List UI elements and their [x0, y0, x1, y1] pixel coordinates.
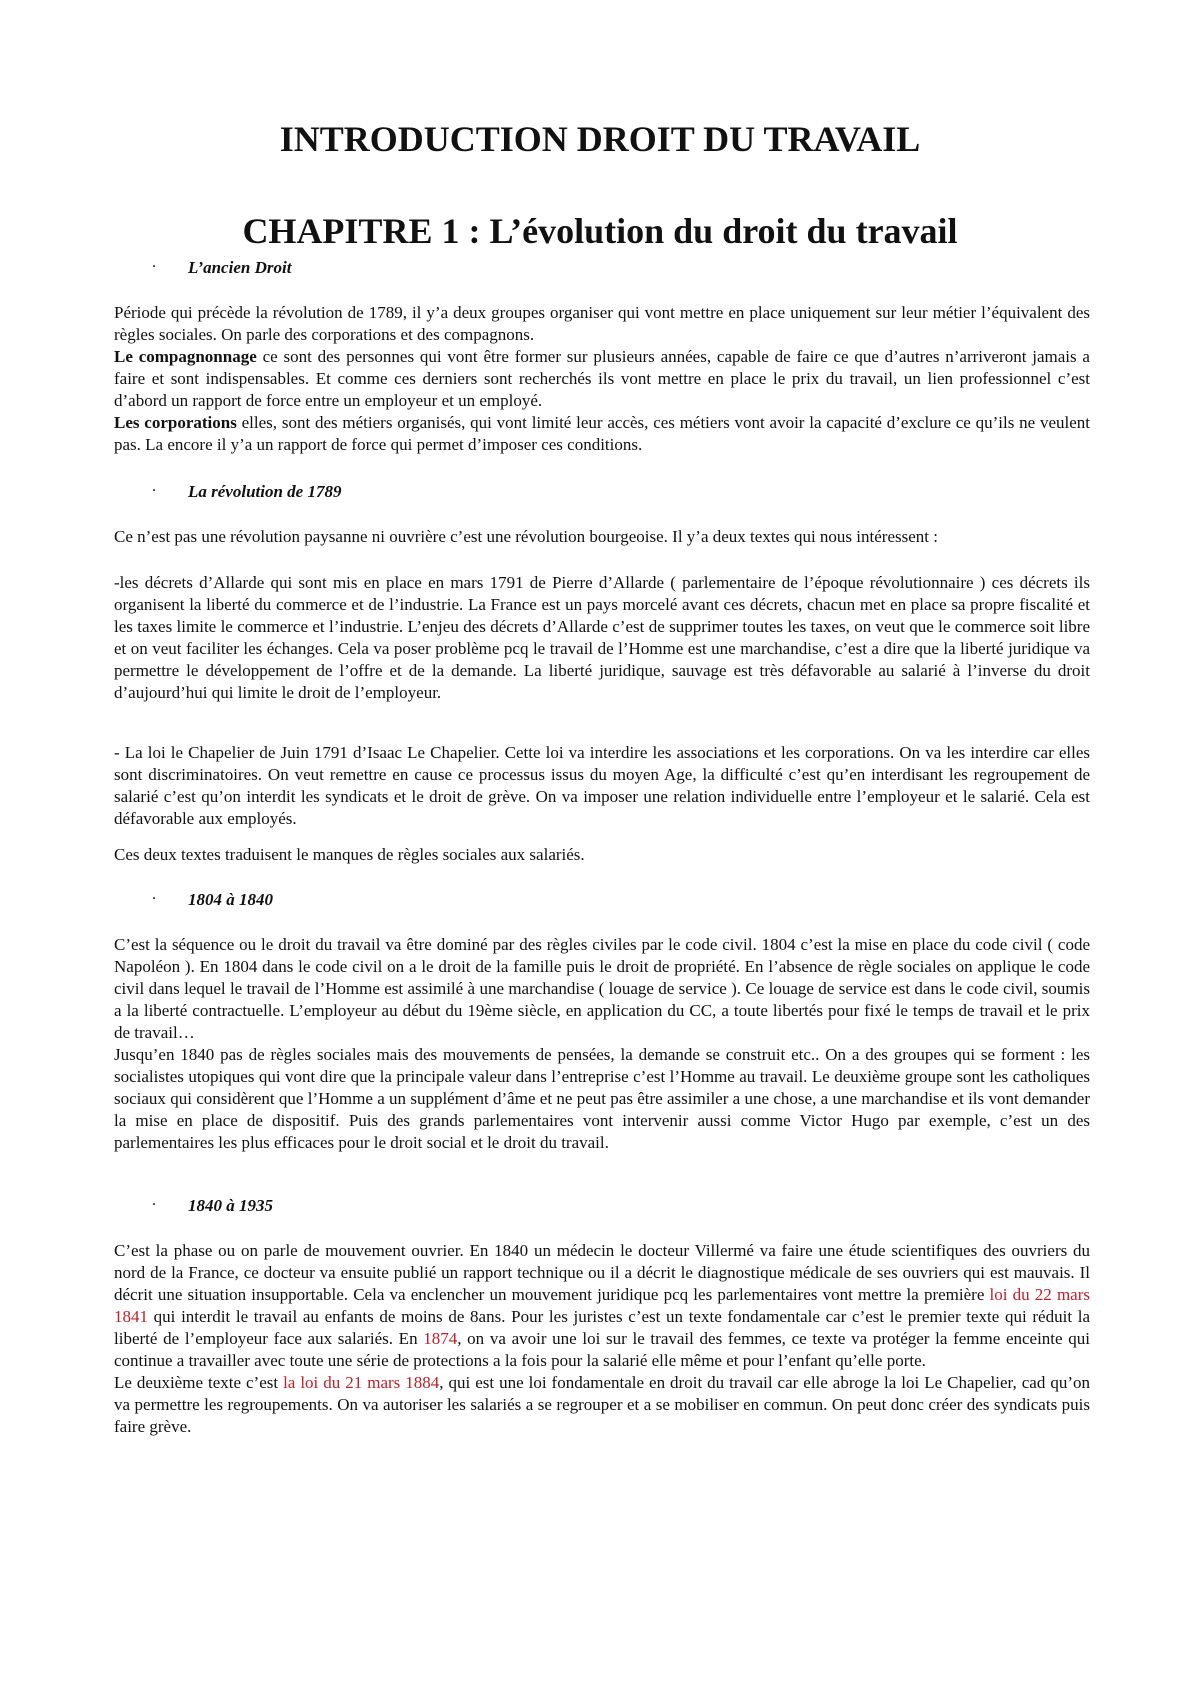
chapter-title: CHAPITRE 1 : L’évolution du droit du travail	[242, 211, 958, 251]
section-heading-text: La révolution de 1789	[188, 482, 342, 501]
paragraph-text: C’est la séquence ou le droit du travail va être dominé par des règles civiles par le code civil. 1804 c’est la mise en place du code civil ( code Napoléon ). En 1804 dans le code civil on a le droit de la famille puis le droit de propriété. En l’absence de règle sociales on applique le code civil dans lequel le travail de l’Homme est assimilé à une marchandise ( louage de service ). Ce louage de service est dans le code civil, soumis a la liberté contractuelle. L’employeur au début du 19ème siècle, en application du CC, a toute libertés pour fixé le temps de travail et le prix de travail…	[114, 935, 1090, 1042]
bullet-icon: ·	[152, 259, 157, 273]
section-heading-text: 1804 à 1840	[188, 890, 273, 909]
paragraph-text: qui interdit le travail au enfants de moins de 8ans. Pour les juristes c’est un texte fondamentale car c’est le premier texte qui réduit la liberté de l’employeur face aux salariés. En	[114, 1307, 1090, 1348]
paragraph-text: ce sont des personnes qui vont être former sur plusieurs années, capable de faire ce que d’autres n’arriveront jamais a faire et sont indispensables. Et comme ces derniers sont recherchés ils vont mettre en place le prix du travail, un lien professionnel c’est d’abord un rapport de force entre un employeur et un employé.	[114, 347, 1090, 410]
bullet-icon: ·	[152, 1197, 157, 1211]
paragraph: - La loi le Chapelier de Juin 1791 d’Isaac Le Chapelier. Cette loi va interdire les associations et les corporations. On va les interdire car elles sont discriminatoires. On veut remettre en cause ce processus issus du moyen Age, la difficulté c’est qu’en interdisant les regroupement de salarié c’est qu’on interdit les syndicats et le droit de grève. On va imposer une relation individuelle entre l’employeur et le salarié. Cela est défavorable aux employés.	[114, 743, 1090, 828]
paragraph: Ce n’est pas une révolution paysanne ni ouvrière c’est une révolution bourgeoise. Il y’a deux textes qui nous intéressent :	[114, 527, 938, 546]
section-heading-1804-1840	[152, 890, 273, 910]
paragraph	[114, 934, 1090, 1154]
bullet-icon: ·	[152, 483, 157, 497]
section-heading-text: L’ancien Droit	[188, 258, 292, 277]
term-compagnonnage: Le compagnonnage	[114, 347, 257, 366]
paragraph-text: Le deuxième texte c’est	[114, 1373, 284, 1392]
paragraph: Ces deux textes traduisent le manques de règles sociales aux salariés.	[114, 845, 585, 864]
paragraph-text: Jusqu’en 1840 pas de règles sociales mais des mouvements de pensées, la demande se construit etc.. On a des groupes qui se forment : les socialistes utopiques qui vont dire que la principale valeur dans l’entreprise c’est l’Homme au travail. Le deuxième groupe sont les catholiques sociaux qui considèrent que l’Homme a un supplément d’âme et ne peut pas être assimiler a une chose, a une marchandise et ils vont demander la mise en place de dispositif. Puis des grands parlementaires vont intervenir aussi comme Victor Hugo par exemple, c’est un des parlementaires les plus efficaces pour le droit social et le droit du travail.	[114, 1045, 1090, 1152]
section-heading-ancien-droit	[152, 258, 291, 278]
paragraph-text: , on va avoir une loi sur le travail des femmes, ce texte va protéger la femme enceinte qui continue a travailler avec toute une série de protections a la fois pour la salarié elle même et pour l’enfant qu’elle porte.	[114, 1329, 1090, 1370]
paragraph-text: , qui est une loi fondamentale en droit du travail car elle abroge la loi Le Chapelier, cad qu’on va permettre les regroupements. On va autoriser les salariés a se regrouper et a se mobiliser en commun. On peut donc créer des syndicats puis faire grève.	[114, 1373, 1090, 1436]
paragraph	[114, 1240, 1090, 1438]
term-corporations: Les corporations	[114, 413, 237, 432]
document-title: INTRODUCTION DROIT DU TRAVAIL	[279, 119, 921, 159]
section-heading-revolution-1789	[152, 482, 341, 502]
paragraph-text: elles, sont des métiers organisés, qui vont limité leur accès, ces métiers vont avoir la capacité d’exclure ce qu’ils ne veulent pas. La encore il y’a un rapport de force qui permet d’imposer ces conditions.	[114, 413, 1091, 454]
paragraph: -les décrets d’Allarde qui sont mis en place en mars 1791 de Pierre d’Allarde ( parlementaire de l’époque révolutionnaire ) ces décrets ils organisent la liberté du commerce et de l’industrie. La France est un pays morcelé avant ces décrets, chacun met en place sa propre fiscalité et les taxes limite le commerce et l’industrie. L’enjeu des décrets d’Allarde c’est de supprimer toutes les taxes, on veut que le commerce soit libre et on veut faciliter les échanges. Cela va poser problème pcq le travail de l’Homme est une marchandise, c’est a dire que la liberté juridique va permettre le développement de l’offre et de la demande. La liberté juridique, sauvage est très défavorable au salarié à l’inverse du droit d’aujourd’hui qui limite le droit de l’employeur.	[114, 573, 1090, 702]
law-reference-1874: 1874	[423, 1329, 458, 1348]
law-reference-1841: loi du 22 mars 1841	[114, 1285, 1090, 1326]
paragraph-text: Période qui précède la révolution de 1789, il y’a deux groupes organiser qui vont mettre en place uniquement sur leur métier l’équivalent des règles sociales. On parle des corporations et des compagnons.	[114, 303, 1090, 344]
bullet-icon: ·	[152, 891, 157, 905]
paragraph-text: C’est la phase ou on parle de mouvement ouvrier. En 1840 un médecin le docteur Villermé va faire une étude scientifiques des ouvriers du nord de la France, ce docteur va ensuite publié un rapport technique ou il a décrit le diagnostique médicale de ses ouvriers qui est mauvais. Il décrit une situation insupportable. Cela va enclencher un mouvement juridique pcq les parlementaires vont mettre la première	[114, 1241, 1090, 1304]
section-heading-1840-1935	[152, 1196, 273, 1216]
section-heading-text: 1840 à 1935	[188, 1196, 273, 1215]
law-reference-1884: la loi du 21 mars 1884	[283, 1373, 440, 1392]
paragraph	[114, 302, 1090, 456]
